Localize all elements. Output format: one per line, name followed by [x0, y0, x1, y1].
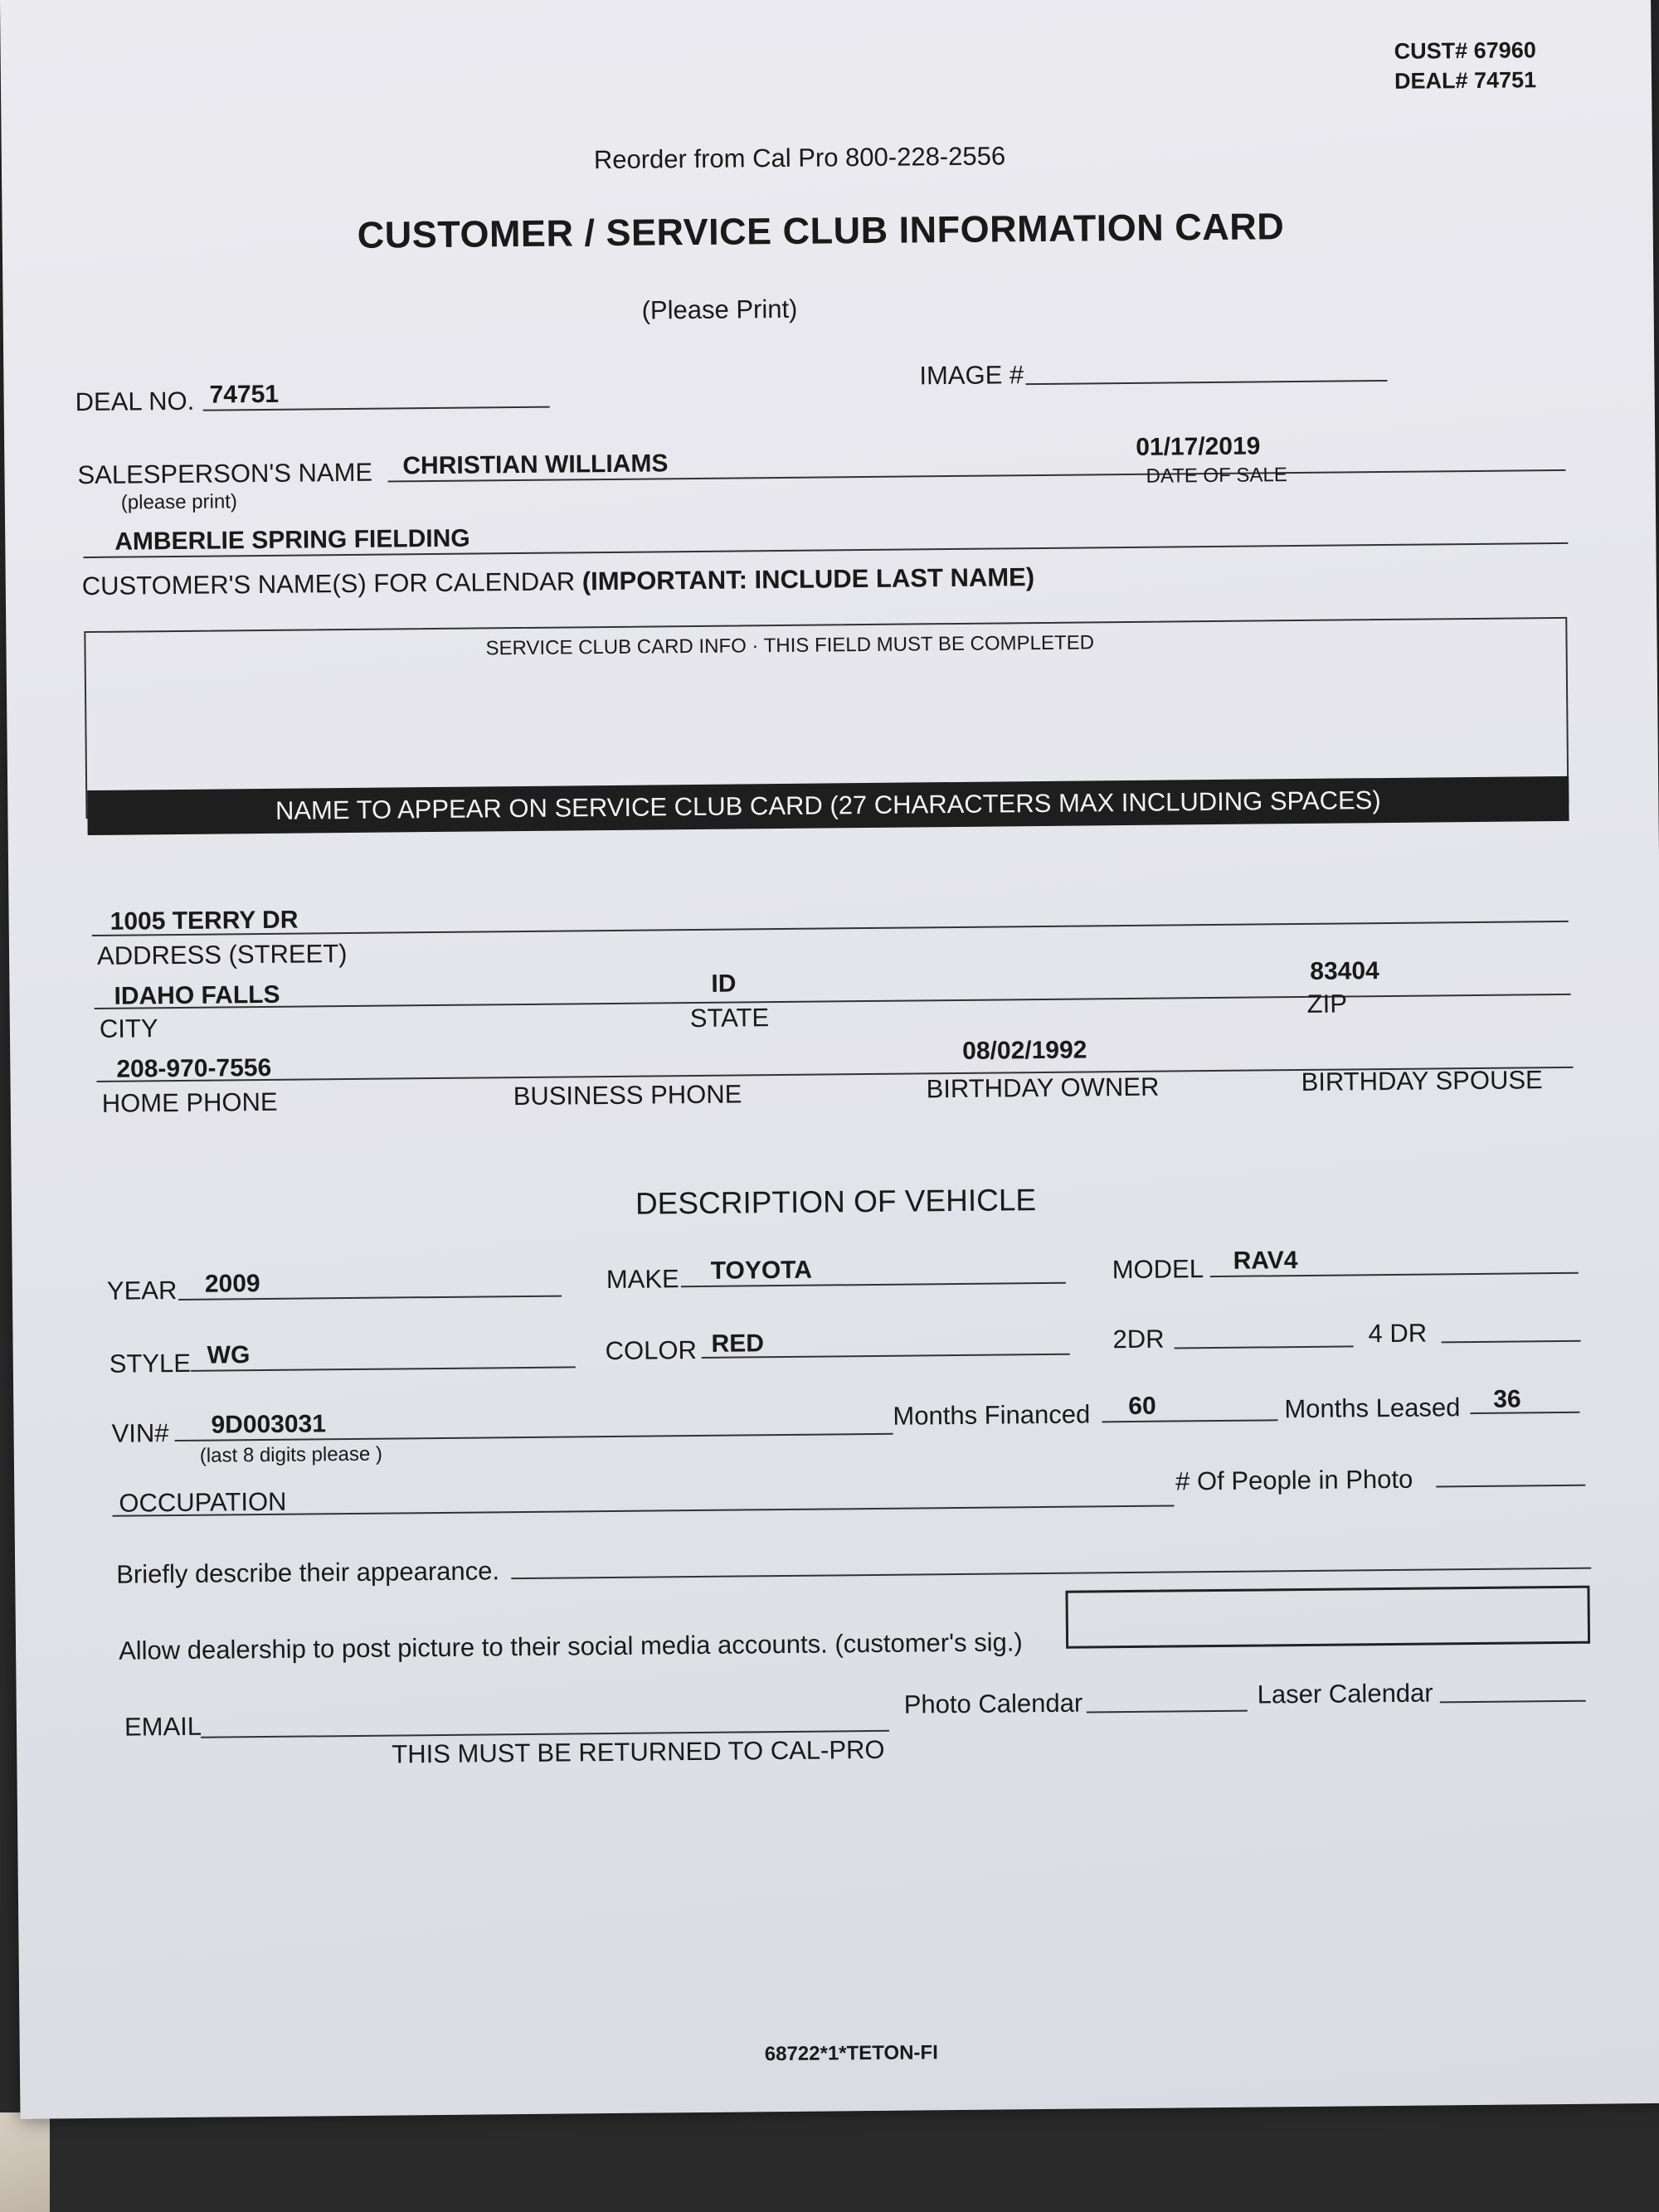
make-label: MAKE	[606, 1264, 679, 1295]
city-label: CITY	[99, 1014, 158, 1043]
vin-note: (last 8 digits please )	[199, 1442, 383, 1467]
months-financed-label: Months Financed	[893, 1399, 1091, 1431]
date-of-sale-value[interactable]: 01/17/2019	[1136, 432, 1261, 461]
customer-name-label-text: CUSTOMER'S NAME(S) FOR CALENDAR	[81, 566, 576, 601]
city-line	[95, 994, 1571, 1009]
cust-number: CUST# 67960	[1394, 37, 1536, 64]
zip-label: ZIP	[1306, 989, 1348, 1018]
salesperson-sublabel: (please print)	[120, 490, 238, 514]
two-door-label: 2DR	[1112, 1324, 1165, 1354]
salesperson-label: SALESPERSON'S NAME	[77, 457, 373, 490]
reorder-note: Reorder from Cal Pro 800-228-2556	[593, 141, 1006, 175]
customer-name-label	[82, 562, 1035, 601]
laser-calendar-line[interactable]	[1440, 1700, 1586, 1704]
zip-value[interactable]: 83404	[1310, 957, 1379, 985]
date-of-sale-label: DATE OF SALE	[1146, 464, 1287, 488]
birthday-owner-label: BIRTHDAY OWNER	[926, 1072, 1160, 1104]
street-label: ADDRESS (STREET)	[96, 939, 348, 970]
months-financed-value[interactable]: 60	[1128, 1392, 1156, 1421]
deal-no-label: DEAL NO.	[75, 386, 195, 417]
form-title: CUSTOMER / SERVICE CLUB INFORMATION CARD	[357, 205, 1285, 256]
social-media-label: Allow dealership to post picture to their social media accounts. (customer's sig.)	[118, 1627, 1023, 1665]
image-no-label: IMAGE #	[919, 360, 1024, 391]
year-value[interactable]: 2009	[204, 1270, 260, 1298]
model-label: MODEL	[1112, 1254, 1204, 1285]
city-value[interactable]: IDAHO FALLS	[114, 980, 280, 1010]
photo-calendar-label: Photo Calendar	[903, 1688, 1083, 1719]
style-value[interactable]: WG	[207, 1341, 251, 1369]
business-phone-label: BUSINESS PHONE	[513, 1079, 742, 1111]
color-label: COLOR	[605, 1335, 698, 1366]
service-club-info-label: SERVICE CLUB CARD INFO · THIS FIELD MUST BE COMPLETED	[485, 631, 1095, 660]
form-code: 68722*1*TETON-FI	[764, 2041, 938, 2066]
months-leased-label: Months Leased	[1284, 1393, 1461, 1424]
occupation-label: OCCUPATION	[119, 1486, 287, 1518]
deal-no-value[interactable]: 74751	[209, 380, 280, 409]
months-leased-value[interactable]: 36	[1493, 1385, 1521, 1413]
appearance-line[interactable]	[511, 1568, 1591, 1579]
people-in-photo-line[interactable]	[1436, 1485, 1585, 1488]
months-leased-line	[1470, 1412, 1579, 1414]
email-label: EMAIL	[124, 1711, 202, 1742]
appearance-label: Briefly describe their appearance.	[116, 1556, 500, 1589]
customer-name-value[interactable]: AMBERLIE SPRING FIELDING	[114, 524, 470, 556]
image-no-line	[1025, 380, 1387, 385]
photo-calendar-line[interactable]	[1087, 1710, 1248, 1714]
vehicle-section-heading: DESCRIPTION OF VEHICLE	[635, 1183, 1037, 1221]
deal-number: DEAL# 74751	[1394, 67, 1537, 94]
desk-background	[0, 2112, 50, 2212]
vin-value[interactable]: 9D003031	[211, 1410, 327, 1439]
service-club-name-bar: NAME TO APPEAR ON SERVICE CLUB CARD (27 CHARACTERS MAX INCLUDING SPACES)	[87, 776, 1569, 835]
four-door-line[interactable]	[1442, 1340, 1581, 1344]
state-value[interactable]: ID	[711, 970, 737, 998]
return-note: THIS MUST BE RETURNED TO CAL-PRO	[392, 1734, 885, 1769]
home-phone-value[interactable]: 208-970-7556	[116, 1053, 272, 1083]
laser-calendar-label: Laser Calendar	[1257, 1678, 1433, 1709]
please-print-note: (Please Print)	[641, 294, 798, 325]
model-value[interactable]: RAV4	[1233, 1247, 1298, 1275]
color-value[interactable]: RED	[711, 1330, 765, 1358]
signature-box[interactable]	[1065, 1586, 1590, 1649]
vin-label: VIN#	[111, 1418, 169, 1448]
year-label: YEAR	[106, 1276, 178, 1305]
street-line	[92, 921, 1569, 936]
customer-name-label-important: (IMPORTANT: INCLUDE LAST NAME)	[581, 562, 1035, 596]
salesperson-value[interactable]: CHRISTIAN WILLIAMS	[402, 450, 669, 480]
home-phone-label: HOME PHONE	[101, 1087, 278, 1118]
birthday-owner-value[interactable]: 08/02/1992	[962, 1036, 1087, 1065]
people-in-photo-label: # Of People in Photo	[1175, 1464, 1413, 1496]
birthday-spouse-label: BIRTHDAY SPOUSE	[1301, 1065, 1543, 1097]
street-value[interactable]: 1005 TERRY DR	[109, 906, 299, 936]
state-label: STATE	[689, 1003, 770, 1033]
make-value[interactable]: TOYOTA	[710, 1256, 813, 1285]
two-door-line[interactable]	[1175, 1345, 1354, 1349]
four-door-label: 4 DR	[1368, 1318, 1428, 1349]
style-label: STYLE	[109, 1348, 192, 1378]
